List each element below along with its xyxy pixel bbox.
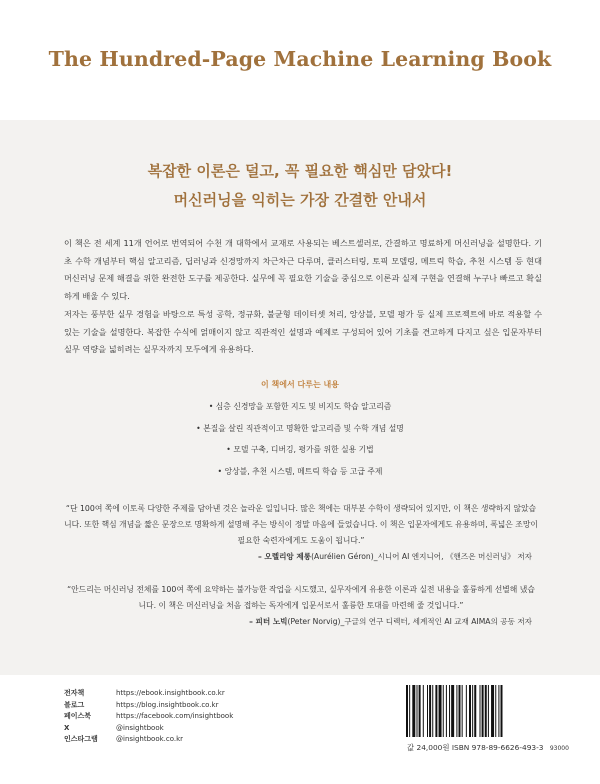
barcode-bar [419, 685, 421, 737]
barcode-bar [501, 685, 503, 737]
quote-author-en: (Peter Norvig) [287, 617, 341, 626]
list-item: • 모델 구축, 디버깅, 평가를 위한 실용 기법 [226, 445, 374, 455]
barcode-bar [466, 685, 467, 737]
link-row [64, 711, 233, 723]
barcode-bar [456, 685, 457, 737]
barcode-bar [459, 685, 461, 737]
review-quote-1 [64, 501, 538, 565]
list-item: • 앙상블, 추천 시스템, 메트릭 학습 등 고급 주제 [217, 467, 383, 477]
link-value: https://blog.insightbook.co.kr [116, 700, 219, 709]
book-title: The Hundred-Page Machine Learning Book [48, 47, 552, 71]
intro-paragraph-2: 저자는 풍부한 실무 경험을 바탕으로 특성 공학, 정규화, 불균형 데이터셋 처리, 앙상블, 모델 평가 등 실제 프로젝트에 바로 적용할 수 있는 기술을 설명한다. 복잡한 수식에 얽매이지 않고 직관적인 설명과 예제로 구성되어 있어 기초를 견고하게 다지고 싶은 입문자부터 실무 역량을 넓히려는 실무자까지 모두에게 유용하다. [64, 308, 542, 355]
quote-author: – 피터 노빅 [249, 617, 288, 626]
list-item: • 심층 신경망을 포함한 지도 및 비지도 학습 알고리즘 [208, 402, 392, 411]
link-value: @insightbook.co.kr [116, 735, 184, 744]
barcode-bar [449, 685, 450, 737]
quote-author: – 오렐리앙 제롱 [257, 552, 312, 561]
barcode-bar [480, 685, 481, 737]
isbn-barcode-icon [406, 685, 538, 737]
link-row [64, 688, 233, 700]
barcode-bar [498, 685, 499, 737]
link-label: X [64, 723, 70, 732]
barcode-bar [435, 685, 437, 737]
link-label: 페이스북 [64, 712, 92, 721]
review-quote-2 [64, 582, 538, 630]
barcode-bar [427, 685, 428, 737]
link-row [64, 723, 233, 735]
link-value: https://ebook.insightbook.co.kr [116, 689, 225, 697]
quote-text: “단 100여 쪽에 이토록 다양한 주제를 담아낸 것은 놀라운 일입니다. 많은 책에는 대부분 수학이 생략되어 있지만, 이 책은 생략하지 않았습니다. 또한 핵심 개념을 짧은 문장으로 명확하게 설명해 주는 방식이 정말 마음에 들었습니다. 이 책은 입문자에게도 유용하며, 폭넓은 조망이 필요한 숙련자에게도 도움이 됩니다.” [64, 504, 538, 545]
quote-text: “안드리는 머신러닝 전체를 100여 쪽에 요약하는 불가능한 작업을 시도했고, 실무자에게 유용한 이론과 실전 내용을 훌륭하게 선별해 냈습니다. 이 책은 머신러닝을 처음 접하는 독자에게 입문서로서 훌륭한 토대를 마련해 줄 것입니다.” [67, 585, 535, 610]
quote-attribution [64, 614, 538, 630]
list-item: • 본질을 살린 직관적이고 명확한 알고리즘 및 수학 개념 설명 [196, 423, 404, 433]
link-row [64, 734, 233, 746]
barcode-bar [472, 685, 473, 737]
barcode-bar [474, 685, 476, 737]
barcode-bar [495, 685, 496, 737]
headline-line-1: 복잡한 이론은 덜고, 꼭 필요한 핵심만 담았다! [147, 162, 453, 180]
intro-paragraph-1: 이 책은 전 세계 11개 언어로 번역되어 수천 개 대학에서 교재로 사용되는 베스트셀러로, 간결하고 명료하게 머신러닝을 설명한다. 기초 수학 개념부터 핵심 알고리즘, 딥러닝과 신경망까지 차근차근 다루며, 클러스터링, 토픽 모델링, 메트릭 학습, 추천 시스템 등 현대 머신러닝 문제 해결을 위한 완전한 도구를 제공한다. 실무에 꼭 필요한 기술을 중심으로 이론과 실제 구현을 연결해 누구나 빠르고 확실하게 배울 수 있다. [64, 238, 542, 302]
barcode-bar [439, 685, 442, 737]
barcode-bar [406, 685, 408, 737]
barcode-bar [446, 685, 447, 737]
intro-text [64, 235, 542, 359]
barcode-bar [462, 685, 463, 737]
isbn-text: ISBN 978-89-6626-493-3 [451, 743, 544, 752]
quote-author-en: (Aurélien Géron) [311, 552, 374, 561]
link-label: 인스타그램 [64, 735, 98, 744]
barcode-bar [488, 685, 489, 737]
publisher-links [64, 688, 233, 746]
price-text: 값 24,000원 [407, 743, 450, 752]
barcode-bar [409, 685, 410, 737]
barcode-bar [417, 685, 418, 737]
barcode-bar [485, 685, 487, 737]
barcode-bar [451, 685, 454, 737]
barcode-bar [443, 685, 444, 737]
link-value: @insightbook [116, 723, 164, 732]
barcode-bar [432, 685, 433, 737]
quote-author-role: _시니어 AI 엔지니어, 《핸즈온 머신러닝》 저자 [373, 552, 532, 561]
barcode-bar [469, 685, 471, 737]
barcode-bar [482, 685, 484, 737]
link-label: 블로그 [64, 700, 85, 709]
covers-heading: 이 책에서 다루는 내용 [261, 380, 339, 389]
link-label: 전자책 [64, 689, 85, 697]
quote-attribution [64, 549, 538, 565]
link-row [64, 700, 233, 712]
barcode-bar [491, 685, 494, 737]
barcode-bar [429, 685, 431, 737]
price-isbn-line [407, 742, 569, 753]
barcode-bar [423, 685, 424, 737]
headline-line-2: 머신러닝을 익히는 가장 간결한 안내서 [173, 191, 427, 209]
covers-list [0, 396, 600, 483]
quote-author-role: _구글의 연구 디렉터, 세계적인 AI 교재 AIMA의 공동 저자 [340, 617, 532, 626]
link-value: https://facebook.com/insightbook [116, 712, 234, 721]
isbn-addon: 93000 [549, 745, 569, 752]
barcode-bar [412, 685, 415, 737]
